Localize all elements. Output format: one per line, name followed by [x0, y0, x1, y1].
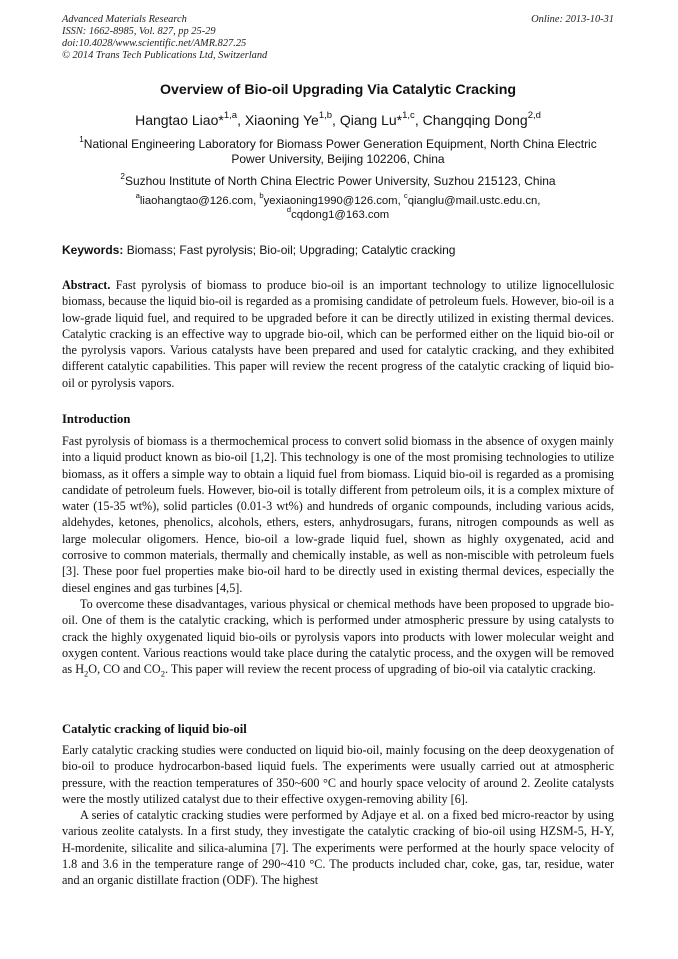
- abstract-text: Fast pyrolysis of biomass to produce bio-oil is an important technology to utilize lignocellulosic biomass, because the liquid bio-oil is regarded as a promising candidate of petroleum fuels. However, bio-oil is a low-grade liquid fuel, and required to be upgraded before it can be directly utilized in existing thermal devices. Catalytic cracking is an effective way to upgrade bio-oil, which can be performed either on the liquid bio-oil or the pyrolysis vapors. Various catalysts have been prepared and used for catalytic cracking, and they exhibited different catalytic capabilities. This paper will review the recent progress of the catalytic cracking of liquid bio-oil or pyrolysis vapors.: [62, 278, 614, 390]
- keywords-text: Biomass; Fast pyrolysis; Bio-oil; Upgrading; Catalytic cracking: [126, 243, 456, 257]
- author-list: Hangtao Liao*$^{1,a}$, Xiaoning Ye$^{1,b}$, Qiang Lu*$^{1,c}$, Changqing Dong$^{2,d}$: [135, 110, 541, 128]
- affiliation-1: [70, 137, 606, 167]
- catalytic-heading: Catalytic cracking of liquid bio-oil: [62, 722, 247, 736]
- author-name: Hangtao Liao*: [135, 112, 224, 128]
- journal-header: [62, 14, 614, 62]
- introduction-heading: Introduction: [62, 412, 131, 426]
- abstract-label: Abstract.: [62, 278, 111, 292]
- affiliation-2: [70, 174, 606, 189]
- subscript: 2: [84, 668, 89, 679]
- affiliation-text: Suzhou Institute of North China Electric Power University, Suzhou 215123, China: [124, 174, 556, 188]
- author-sup: 1,c: [402, 110, 415, 122]
- catalytic-body: [62, 742, 614, 889]
- email-sup: d: [286, 205, 292, 215]
- email-link[interactable]: yexiaoning1990@126.com,: [263, 195, 401, 207]
- doi-line: doi:10.4028/www.scientific.net/AMR.827.25: [62, 38, 247, 49]
- email-sup: b: [259, 191, 264, 201]
- issn-line: ISSN: 1662-8985, Vol. 827, pp 25-29: [62, 26, 216, 37]
- introduction-body: [62, 433, 614, 677]
- paragraph-text: O, CO and CO: [88, 662, 161, 677]
- keywords: [62, 243, 614, 257]
- copyright-line: © 2014 Trans Tech Publications Ltd, Switzerland: [62, 50, 268, 61]
- paragraph: Fast pyrolysis of biomass is a thermochemical process to convert solid biomass in the absence of oxygen mainly into a liquid product known as bio-oil [1,2]. This technology is one of the most promising technologies to utilize biomass, as it offers a simple way to obtain a liquid fuel from biomass. Liquid bio-oil is regarded as a promising candidate of petroleum fuels. However, bio-oil is totally different from petroleum oils, it is a complex mixture of water (15-35 wt%), solid particles (0.01-3 wt%) and hundreds of organic compounds, including various acids, aldehydes, ketones, phenolics, alcohols, ethers, esters, anhydrosugars, furans, nitrogen compounds as well as large molecular oligomers. Hence, bio-oil a low-grade liquid fuel, shown as highly oxygenated, acid and corrosive to common materials, thermally and chemically instable, as well as non-miscible with petroleum fuels [3]. These poor fuel properties make bio-oil hard to be directly used in existing thermal devices, especially the diesel engines and gas turbines [4,5].: [62, 434, 614, 595]
- paragraph-text: To overcome these disadvantages, various physical or chemical methods have been proposed to upgrade bio-oil. One of them is the catalytic cracking, which is performed under atmospheric pressure by using catalysts to crack the highly oxygenated liquid bio-oils or pyrolysis vapors into products with lower molecular weight and oxygen content. Various reactions would take place during the catalytic process, and the oxygen will be removed as H: [62, 596, 614, 677]
- paragraph: [62, 596, 614, 677]
- author-sup: 1,a: [223, 110, 238, 122]
- email-link[interactable]: cqdong1@163.com: [291, 209, 390, 221]
- paragraph: Early catalytic cracking studies were conducted on liquid bio-oil, mainly focusing on the deep deoxygenation of bio-oil to produce hydrocarbon-based liquid fuels. The experiments were usually carried out at atmospheric pressure, with the reaction temperatures of 350~600 °C and hourly space velocity of around 2. Zeolite catalysts were the mostly utilized catalyst due to their effective oxygen-removing ability [6].: [62, 743, 614, 806]
- author-sup: 2,d: [527, 110, 541, 122]
- author-name: Qiang Lu*: [339, 112, 403, 128]
- paragraph: A series of catalytic cracking studies were performed by Adjaye et al. on a fixed bed micro-reactor by using various zeolite catalysts. In a first study, they investigate the catalytic cracking of bio-oil using HZSM-5, H-Y, H-mordenite, silicalite and silica-alumina [7]. The experiments were performed at the hourly space velocity of 1.8 and 3.6 in the temperature range of 290~410 °C. The products included char, coke, gas, tar, residue, water and an organic distillate fraction (ODF). The highest: [62, 808, 614, 888]
- journal-name: Advanced Materials Research: [62, 14, 187, 25]
- affiliation-text: National Engineering Laboratory for Biomass Power Generation Equipment, North China Electric Power University, Beijing 102206, China: [83, 137, 597, 166]
- email-link[interactable]: liaohangtao@126.com,: [139, 195, 257, 207]
- email-list: [70, 191, 606, 222]
- email-sup: a: [135, 191, 140, 201]
- affiliation-sup: 2: [120, 172, 125, 182]
- author-name: Changqing Dong: [422, 112, 528, 128]
- author-sup: 1,b: [318, 110, 333, 122]
- online-date: Online: 2013-10-31: [531, 14, 614, 25]
- author-name: Xiaoning Ye: [244, 112, 319, 128]
- paper-title: Overview of Bio-oil Upgrading Via Catalytic Cracking: [159, 82, 517, 98]
- affiliation-sup: 1: [79, 135, 84, 145]
- subscript: 2: [160, 668, 165, 679]
- email-link[interactable]: qianglu@mail.ustc.edu.cn,: [407, 195, 541, 207]
- email-sup: c: [403, 191, 408, 201]
- keywords-label: Keywords:: [62, 243, 124, 257]
- paragraph-text: . This paper will review the recent process of upgrading of bio-oil via catalytic cracking.: [165, 662, 596, 677]
- abstract: [62, 277, 614, 391]
